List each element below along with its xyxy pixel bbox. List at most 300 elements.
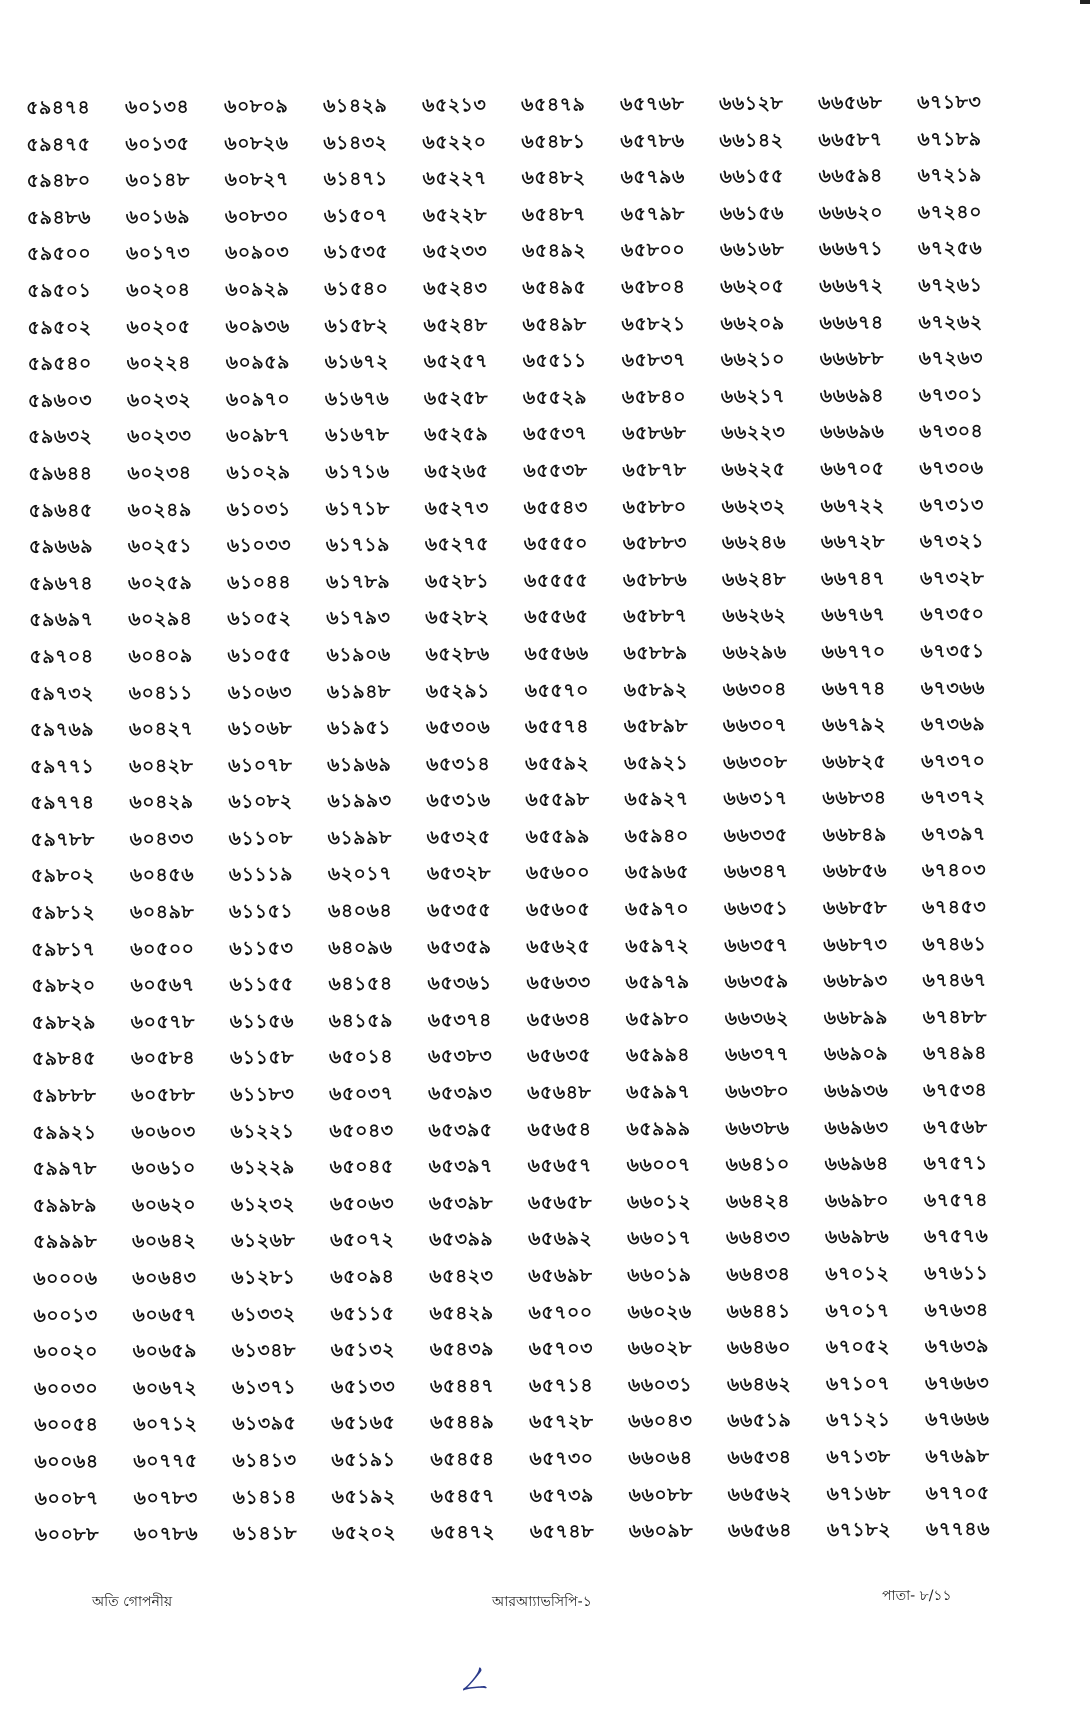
- roll-number-cell: ৬৭১৬৮: [826, 1482, 891, 1505]
- roll-number-cell: ৬৫৯৭৯: [625, 971, 690, 994]
- roll-number-cell: ৬০০০৬: [33, 1267, 98, 1290]
- roll-number-cell: ৬৬৭০৫: [820, 457, 885, 481]
- roll-number-cell: ৬৬৯০৯: [823, 1043, 889, 1066]
- roll-number-cell: ৬৫৫৩৮: [523, 459, 588, 482]
- roll-number-cell: ৬৬৯৬৩: [824, 1116, 889, 1139]
- roll-number-cell: ৬৭১৮২: [826, 1518, 892, 1542]
- roll-number-cell: ৬৫৯৯৪: [625, 1044, 691, 1067]
- roll-number-cell: ৬৫৪৭২: [430, 1521, 496, 1544]
- roll-number-cell: ৬৭৫৭১: [923, 1152, 988, 1175]
- roll-number-cell: ৬৫৪৪৯: [430, 1411, 495, 1434]
- roll-number-cell: ৬৬৩০৭: [722, 714, 788, 737]
- roll-number-cell: ৬৭১৮৩: [917, 91, 982, 114]
- roll-number-cell: ৬৫৩১৬: [426, 789, 491, 812]
- roll-number-cell: ৫৯৫৪০: [27, 352, 92, 376]
- roll-number-cell: ৬৫৯৭২: [625, 934, 690, 957]
- roll-number-cell: ৬৬১৫৬: [719, 202, 785, 225]
- roll-number-grid: [18, 84, 1017, 1554]
- roll-number-cell: ৬৫১৩৩: [330, 1375, 396, 1398]
- roll-number-cell: ৬৬৫১৯: [727, 1409, 792, 1433]
- roll-number-cell: ৬৫৪৫৭: [430, 1484, 495, 1508]
- roll-number-cell: ৬১৩৩২: [231, 1302, 296, 1326]
- roll-number-cell: ৬১১৫৮: [229, 1046, 295, 1070]
- roll-number-cell: ৬১১৫৫: [229, 973, 294, 996]
- roll-number-cell: ৬৭৫৭৪: [923, 1188, 989, 1212]
- roll-number-cell: ৬৭৩১৩: [919, 493, 984, 517]
- roll-number-cell: ৬৬৫৬২: [727, 1482, 792, 1506]
- roll-number-cell: ৬৫৪৮২: [521, 166, 586, 190]
- roll-number-cell: ৬১৫৪০: [324, 277, 389, 301]
- roll-number-cell: ৬৫৭২৮: [529, 1410, 594, 1434]
- roll-number-cell: ৬০৪২৯: [129, 791, 194, 814]
- roll-number-cell: ৬৫০৭২: [329, 1229, 395, 1252]
- roll-number-cell: ৬১১০৮: [228, 827, 293, 850]
- roll-number-cell: ৬৫৩৭৪: [427, 1008, 492, 1032]
- roll-number-cell: ৬৫২৫৮: [423, 386, 489, 410]
- roll-number-cell: ৬৭৩৬৬: [920, 676, 986, 699]
- roll-number-cell: ৫৯৬৭৪: [28, 572, 94, 595]
- roll-number-cell: ৬৫২৯১: [425, 679, 490, 703]
- roll-number-cell: ৬০৫৭৮: [130, 1010, 195, 1034]
- roll-number-cell: ৬০২৪৯: [127, 498, 192, 521]
- roll-number-cell: ৬১১১৯: [228, 863, 294, 887]
- roll-number-cell: ৬৫৫৪৩: [523, 496, 588, 519]
- roll-number-cell: ৬৭০৫২: [825, 1335, 891, 1359]
- roll-number-cell: ৬০৭৭৫: [133, 1449, 198, 1473]
- roll-number-cell: ৬৭৪৬১: [922, 932, 987, 956]
- roll-number-cell: ৬৫৬২৫: [526, 935, 591, 958]
- roll-number-cell: ৬১৪৭১: [323, 167, 388, 191]
- roll-number-cell: ৬৭৩৭২: [921, 786, 986, 809]
- roll-number-cell: ৬৭৪৮৮: [922, 1005, 987, 1029]
- roll-number-cell: ৬৭৪৯৪: [922, 1042, 988, 1065]
- roll-number-cell: ৬৫৬০৫: [525, 898, 591, 921]
- roll-number-cell: ৬৭৩২১: [919, 530, 985, 553]
- roll-number-cell: ৬৭৬৩৯: [924, 1335, 990, 1358]
- roll-number-cell: ৬৫৩৯৮: [428, 1191, 494, 1215]
- roll-number-cell: ৬৫৯৯৯: [626, 1117, 691, 1140]
- roll-number-cell: ৬৫৫৬৬: [524, 642, 589, 665]
- roll-number-cell: ৬৬৯৮৬: [824, 1226, 890, 1249]
- roll-number-cell: ৬৫২৭৩: [424, 496, 489, 520]
- roll-number-cell: ৬৬০৮৮: [628, 1483, 693, 1506]
- roll-number-cell: ৬৭০১২: [825, 1262, 890, 1286]
- roll-number-cell: ৬৫২৪৮: [423, 313, 488, 337]
- roll-number-cell: ৬০৪২৭: [128, 718, 194, 741]
- roll-number-cell: ৬৫৭৩৯: [529, 1484, 594, 1507]
- roll-number-cell: ৬৬০৯৮: [628, 1520, 694, 1543]
- roll-number-cell: ৬০২৩২: [126, 388, 192, 412]
- roll-number-cell: ৫৯৪৮৬: [26, 206, 92, 229]
- roll-number-cell: ৬১৫৮২: [324, 314, 389, 337]
- roll-number-cell: ৬৫৩৫৫: [426, 899, 492, 922]
- roll-number-cell: ৬০০১৩: [33, 1304, 98, 1327]
- roll-number-cell: ৬৬২৪৬: [721, 531, 787, 554]
- roll-number-cell: ৬৫৫৫৫: [523, 569, 589, 592]
- roll-number-cell: ৬১৯৯৮: [327, 826, 392, 849]
- roll-number-cell: ৬৫৯৪০: [624, 824, 689, 848]
- roll-number-cell: ৬০৯৫৯: [225, 351, 290, 374]
- roll-number-cell: ৬০১৪৮: [125, 169, 190, 192]
- roll-number-cell: ৬৬৭৭০: [821, 640, 886, 664]
- roll-number-cell: ৬৫৩৯৩: [428, 1082, 493, 1105]
- roll-number-cell: ৬৫০৩৭: [329, 1082, 394, 1106]
- roll-number-cell: ৬১৭১৬: [325, 460, 390, 484]
- roll-number-cell: ৬৬৬৯৬: [820, 421, 885, 444]
- roll-number-cell: ৬৫৬৩৩: [526, 971, 591, 995]
- roll-number-cell: ৬৫৩৯৫: [428, 1118, 493, 1142]
- roll-number-cell: ৬৬৭২২: [820, 494, 885, 517]
- roll-number-cell: ৬৬৭৯২: [821, 713, 887, 737]
- roll-number-cell: ৬৫৩২৮: [426, 862, 492, 885]
- roll-number-cell: ৬৭৬৬৬: [925, 1408, 990, 1431]
- roll-number-cell: ৬৭৪০৩: [921, 859, 987, 882]
- roll-number-cell: ৬০০৮৮: [34, 1523, 100, 1547]
- roll-number-cell: ৬৫০৪৩: [329, 1119, 394, 1142]
- roll-number-cell: ৬৬৯৩৬: [824, 1079, 889, 1103]
- roll-number-cell: ৬৫৯৬৫: [624, 861, 690, 884]
- roll-number-cell: ৬৫৪৯৮: [522, 313, 587, 336]
- roll-number-cell: ৬৫৭০৩: [528, 1337, 594, 1361]
- roll-number-cell: ৬৫৪৮১: [521, 130, 586, 153]
- roll-number-cell: ৬৭১৮৯: [917, 127, 982, 151]
- roll-number-cell: ৬৬৬৭১: [818, 238, 884, 261]
- roll-number-cell: ৬৬২১০: [720, 348, 785, 371]
- roll-number-cell: ৬৬৮৯৩: [823, 969, 888, 993]
- roll-number-cell: ৬৪০৬৪: [327, 899, 393, 923]
- roll-number-cell: ৬৬৬৮৮: [819, 347, 884, 371]
- roll-number-cell: ৬৬৫৬৮: [818, 91, 883, 115]
- roll-number-cell: ৬৫১১৫: [330, 1302, 395, 1325]
- roll-number-cell: ৬১৬৭২: [324, 350, 389, 374]
- roll-number-cell: ৬১৬৭৮: [325, 424, 390, 447]
- roll-number-cell: ৫৯৬৩২: [28, 425, 93, 449]
- roll-number-cell: ৬৫২৫৯: [424, 423, 489, 446]
- roll-number-cell: ৬৬৭৬৭: [821, 604, 886, 627]
- roll-number-cell: ৫৯৭৭৪: [30, 791, 95, 815]
- roll-number-cell: ৫৯৬০৩: [27, 389, 93, 412]
- roll-number-cell: ৬০১৬৯: [125, 205, 191, 229]
- roll-number-cell: ৬৬৩৪৭: [723, 860, 789, 884]
- roll-number-cell: ৬১৩৪৮: [231, 1339, 296, 1362]
- roll-number-cell: ৬৬২২৩: [721, 421, 786, 445]
- roll-number-cell: ৬৫৮৮৩: [622, 532, 688, 555]
- roll-number-cell: ৬০৮২৭: [224, 168, 289, 191]
- roll-number-cell: ৫৯৫০১: [27, 279, 92, 302]
- roll-number-cell: ৬৫৬০০: [525, 861, 591, 885]
- roll-number-cell: ৬৬৯৮০: [824, 1189, 890, 1212]
- roll-number-cell: ৬০২৩৪: [127, 461, 192, 485]
- roll-number-cell: ৬১০৫২: [227, 607, 292, 631]
- roll-number-cell: ৫৯৬৬৯: [28, 535, 94, 559]
- roll-number-cell: ৬৬৯৬৪: [824, 1152, 889, 1176]
- roll-number-cell: ৬৬২৩২: [721, 494, 786, 518]
- roll-number-cell: ৬১৪১৩: [232, 1449, 297, 1472]
- roll-number-cell: ৬১৪১৪: [232, 1485, 297, 1509]
- roll-number-cell: ৬৬২১৭: [720, 385, 786, 408]
- roll-number-cell: ৬৫৭০০: [528, 1301, 593, 1324]
- roll-number-cell: ৬৫৭৯৬: [620, 166, 685, 189]
- roll-number-cell: ৬০৯৮৭: [226, 424, 291, 448]
- roll-number-cell: ৬৫৯৭০: [624, 897, 690, 921]
- roll-number-cell: ৬৫২১৩: [422, 94, 487, 117]
- roll-number-cell: ৬০২৩৩: [127, 425, 192, 448]
- roll-number-cell: ৬১০২৯: [226, 461, 291, 484]
- roll-number-cell: ৬১০৩৩: [226, 534, 292, 557]
- roll-number-cell: ৬৫৭৪৮: [529, 1520, 595, 1544]
- roll-number-cell: ৬১৩৭১: [231, 1376, 297, 1399]
- roll-number-cell: ৬৫৩৯৭: [428, 1155, 493, 1178]
- roll-number-cell: ৬৬২৬২: [722, 604, 787, 628]
- roll-number-cell: ৫৯৬৪৫: [28, 499, 93, 522]
- roll-number-cell: ৬০১৩৪: [125, 95, 190, 119]
- roll-number-cell: ৬১১৮৩: [230, 1083, 295, 1106]
- roll-number-cell: ৬৬২২৫: [721, 458, 786, 481]
- roll-number-cell: ৬০৭৮৬: [133, 1523, 199, 1546]
- roll-number-cell: ৬৬০১৯: [627, 1263, 692, 1287]
- roll-number-cell: ৬১০৮২: [228, 790, 293, 814]
- roll-number-cell: ৬৭৬১১: [924, 1262, 989, 1285]
- roll-number-cell: ৬৫০৯৪: [330, 1265, 395, 1289]
- roll-number-cell: ৫৯৪৭৫: [26, 133, 91, 156]
- roll-number-cell: ৬৭৩৯৭: [921, 822, 986, 846]
- roll-number-cell: ৬৫৯২১: [624, 751, 689, 774]
- roll-number-cell: ৬৬৬৭২: [819, 274, 884, 298]
- roll-number-cell: ৬১০৬৩: [227, 680, 292, 704]
- roll-number-cell: ৫৯৪৮০: [26, 169, 91, 193]
- roll-number-cell: ৫৯৭০৪: [29, 645, 94, 668]
- roll-number-cell: ৬৫১৬৫: [331, 1412, 396, 1435]
- roll-number-cell: ৬৫৮২১: [621, 312, 686, 335]
- roll-number-cell: ৬৫২৮১: [424, 569, 490, 593]
- roll-number-cell: ৬৫৫৫০: [523, 532, 589, 556]
- roll-number-cell: ৬৬৮৯৯: [823, 1006, 888, 1029]
- roll-number-cell: ৬৫২২৮: [422, 203, 488, 227]
- roll-number-cell: ৫৯৮১২: [30, 901, 96, 924]
- roll-number-cell: ৬৫৪২৩: [429, 1265, 494, 1288]
- roll-number-cell: ৬০৪৯৮: [129, 901, 195, 924]
- roll-number-cell: ৬৬৩১৭: [723, 787, 788, 810]
- roll-number-cell: ৬০৭১২: [133, 1413, 198, 1436]
- scan-corner-mark: [1080, 0, 1090, 4]
- roll-number-cell: ৬৫৬৫৭: [527, 1154, 592, 1178]
- roll-number-cell: ৬৭২৬২: [918, 310, 983, 334]
- roll-number-cell: ৬৬০১২: [626, 1190, 692, 1214]
- roll-number-cell: ৬৫৫৯২: [525, 752, 590, 775]
- roll-number-cell: ৬৫৮৬৮: [622, 422, 687, 445]
- roll-number-cell: ৬৫৩৮৩: [427, 1045, 493, 1068]
- roll-number-cell: ৬৪০৯৬: [328, 936, 393, 959]
- roll-number-cell: ৬৭৫৩৪: [923, 1079, 988, 1102]
- roll-number-cell: ৬৬৫৬৪: [727, 1519, 793, 1542]
- roll-number-cell: ৬১২২১: [230, 1119, 295, 1143]
- roll-number-cell: ৬০৬০৩: [131, 1120, 196, 1143]
- roll-number-cell: ৬১৭১৯: [325, 533, 391, 557]
- roll-number-cell: ৬১১৫১: [228, 900, 294, 923]
- roll-number-cell: ৬৬১৪২: [719, 128, 784, 152]
- roll-number-cell: ৬১৪২৯: [323, 94, 388, 118]
- roll-number-cell: ৬০৬৭২: [132, 1376, 198, 1400]
- roll-number-cell: ৬৫৮০৪: [621, 275, 686, 299]
- roll-number-cell: ৬৫৩০৬: [425, 716, 491, 739]
- roll-number-cell: ৬৫৬৩৫: [526, 1044, 592, 1068]
- roll-number-cell: ৬৭৬৩৪: [924, 1298, 989, 1322]
- roll-number-cell: ৫৯৬৪৪: [28, 462, 93, 485]
- roll-number-cell: ৬১৪১৮: [232, 1522, 298, 1545]
- roll-number-cell: ৬৫৩১৪: [426, 752, 491, 776]
- roll-number-cell: ৬৬০১৭: [626, 1227, 692, 1250]
- roll-number-cell: ৬১১৫৬: [229, 1010, 294, 1033]
- roll-number-cell: ৬৫০৪৫: [329, 1155, 394, 1179]
- roll-number-cell: ৬৬৩৫৯: [724, 970, 789, 993]
- roll-number-cell: ৬৭২৬১: [918, 274, 983, 297]
- roll-number-cell: ৬৫৪৯২: [521, 239, 587, 263]
- roll-number-cell: ৬০২০৪: [126, 278, 191, 302]
- roll-number-cell: ৬৫৮৯২: [623, 678, 688, 701]
- roll-number-cell: ৬০১৩৫: [125, 132, 190, 155]
- roll-number-cell: ৬১২২৯: [230, 1156, 295, 1179]
- roll-number-cell: ৬৫৪৯৫: [522, 276, 587, 299]
- roll-number-cell: ৬৭২১৯: [917, 164, 982, 187]
- roll-number-cell: ৬৬৬৭৪: [819, 311, 884, 334]
- roll-number-cell: ৬৫৪৩৯: [429, 1338, 494, 1361]
- roll-number-cell: ৬৫৮৮০: [622, 495, 687, 518]
- roll-number-cell: ৬০২৫১: [127, 535, 193, 558]
- roll-number-cell: ৬৭৩০৪: [919, 420, 984, 443]
- roll-number-cell: ৬০০৬৪: [34, 1450, 99, 1473]
- roll-number-cell: ৬৫৭৬৮: [620, 92, 685, 116]
- roll-number-cell: ৬৫২৮২: [425, 606, 490, 629]
- roll-number-cell: ৬৬২০৯: [720, 311, 785, 335]
- roll-number-cell: ৬৭৫৭৬: [923, 1225, 989, 1248]
- roll-number-cell: ৫৯৬৯৭: [29, 608, 94, 632]
- footer-document-code: আরআ্যাভসিপি-১: [492, 1594, 592, 1610]
- roll-number-cell: ৬৫২৩৩: [422, 240, 488, 263]
- roll-number-cell: ৬০৯৭০: [225, 388, 291, 411]
- roll-number-cell: ৬৫৬৪৮: [527, 1081, 592, 1104]
- roll-number-cell: ৬৭৭০৫: [925, 1481, 990, 1505]
- roll-number-cell: ৫৯৮২০: [31, 974, 96, 998]
- roll-number-cell: ৫৯৯৯৮: [32, 1230, 98, 1254]
- roll-number-cell: ৬৬৪৩৪: [726, 1263, 791, 1286]
- roll-number-cell: ৬০৭৮৩: [133, 1486, 198, 1509]
- roll-number-cell: ৬০৮০৯: [224, 95, 289, 118]
- roll-number-cell: ৬৫৮৪০: [621, 385, 687, 409]
- roll-number-cell: ৬৬৩৮০: [725, 1080, 790, 1103]
- roll-number-cell: ৬১৯৫১: [326, 716, 392, 740]
- roll-number-cell: ৬১৫০৭: [323, 204, 389, 227]
- roll-number-cell: ৬০৮৩০: [224, 205, 290, 228]
- roll-number-cell: ৬৭১৩৮: [826, 1445, 891, 1469]
- roll-number-cell: ৬৫৬৫৪: [527, 1118, 592, 1141]
- roll-number-cell: ৬৫৫২৯: [522, 386, 588, 409]
- roll-number-cell: ৬৬৪৪১: [726, 1299, 791, 1323]
- roll-number-cell: ৬৫৮৭৮: [622, 458, 687, 482]
- roll-number-cell: ৬৫৫৯৯: [525, 825, 590, 848]
- roll-number-cell: ৬০০৮৭: [34, 1487, 99, 1510]
- roll-number-cell: ৬৫১৯১: [331, 1448, 396, 1472]
- roll-number-cell: ৬৫৯৮০: [625, 1007, 690, 1031]
- roll-number-cell: ৬৭৩২৮: [919, 566, 985, 590]
- roll-number-cell: ৬৫৪৭৯: [521, 93, 586, 116]
- roll-number-cell: ৬৬৮৭৩: [823, 933, 888, 956]
- roll-number-cell: ৬৫৫৬৫: [524, 605, 589, 629]
- roll-number-cell: ৬৫৩৫৯: [427, 935, 492, 959]
- roll-number-cell: ৬৫০৬৩: [329, 1192, 395, 1215]
- roll-number-cell: ৬৬৬৯৪: [819, 384, 885, 407]
- roll-number-cell: ৬৫৬৫৮: [527, 1191, 593, 1214]
- roll-number-cell: ৬০৯৩৬: [225, 314, 290, 338]
- roll-number-cell: ৬১৩৯৫: [232, 1412, 297, 1436]
- roll-number-cell: ৫৯৯৭৮: [32, 1157, 97, 1181]
- roll-number-cell: ৬০৬৪৩: [132, 1266, 197, 1290]
- roll-number-cell: ৬৫৮৮৭: [623, 605, 688, 628]
- roll-number-cell: ৬৬৩৮৬: [725, 1116, 790, 1140]
- roll-number-cell: ৬৫২৫৭: [423, 350, 488, 373]
- roll-number-cell: ৬৬১২৮: [719, 92, 784, 115]
- roll-number-cell: ৬৭৩৫১: [920, 640, 985, 663]
- roll-number-cell: ৬১২৮১: [231, 1266, 296, 1289]
- roll-number-cell: ৬৪১৫৯: [328, 1009, 393, 1032]
- roll-number-cell: ৬৬৬২০: [818, 201, 884, 224]
- roll-number-cell: ৬৬৭২৮: [820, 530, 886, 554]
- roll-number-cell: ৫৯৭৩২: [29, 682, 94, 705]
- roll-number-cell: ৬৬৩৫১: [723, 897, 789, 920]
- roll-number-cell: ৬১১৫৩: [229, 936, 294, 960]
- roll-number-cell: ৬৭৩৫০: [920, 603, 985, 626]
- roll-number-cell: ৬৭১২১: [826, 1409, 891, 1432]
- roll-number-cell: ৬৬০০৭: [626, 1154, 691, 1177]
- roll-number-cell: ৬০৫০০: [130, 937, 195, 960]
- roll-number-cell: ৬৭২৫৬: [917, 237, 983, 260]
- roll-number-cell: ৫৯৭৮৮: [30, 828, 95, 851]
- roll-number-cell: ৫৯৮২৯: [31, 1011, 96, 1034]
- roll-number-cell: ৬০৯০৩: [224, 241, 290, 265]
- roll-number-cell: ৬১০৪৪: [226, 571, 292, 594]
- roll-number-cell: ৬৬২৪৮: [721, 568, 787, 591]
- roll-number-cell: ৬০৫৬৭: [130, 974, 195, 997]
- roll-number-cell: ৬৫৬৯৮: [528, 1264, 593, 1287]
- roll-number-cell: ৬১২৬৮: [230, 1229, 296, 1253]
- roll-number-cell: ৬৬৪৬২: [726, 1373, 792, 1396]
- roll-number-cell: ৬৫৩৬১: [427, 972, 492, 995]
- roll-number-cell: ৬৬২০৫: [720, 275, 785, 298]
- roll-number-cell: ৬৬৩০৮: [723, 751, 788, 774]
- footer-page-number: পাতা- ৮/১১: [882, 1588, 952, 1604]
- roll-number-cell: ৬৬৭৪৭: [820, 567, 886, 590]
- roll-number-cell: ৬১০৭৮: [228, 754, 293, 777]
- roll-number-cell: ৬৭৩৭০: [921, 749, 986, 773]
- roll-number-cell: ৬৫৫৩৭: [523, 422, 588, 446]
- roll-number-cell: ৬৫১৯২: [331, 1485, 396, 1508]
- roll-number-cell: ৬০১৭৩: [125, 242, 191, 265]
- roll-number-cell: ৬০৪৫৬: [129, 864, 195, 887]
- roll-number-cell: ৫৯৮১৭: [31, 938, 96, 961]
- roll-number-cell: ৬৫৫৭০: [524, 679, 589, 702]
- roll-number-cell: ৬৫৫৯৮: [525, 788, 590, 812]
- roll-number-cell: ৬৫২৬৫: [424, 460, 489, 483]
- roll-number-cell: ৬১০৩১: [226, 497, 291, 521]
- roll-number-cell: ৬৬৫৩৪: [727, 1446, 792, 1469]
- roll-number-cell: ৬১৭১৮: [325, 497, 390, 520]
- roll-number-cell: ৬৫৬৩৪: [526, 1008, 591, 1031]
- roll-number-cell: ৬৫০১৪: [328, 1046, 394, 1069]
- roll-number-cell: ৬৬১৫৫: [719, 165, 784, 188]
- roll-number-cell: ৫৯৫০২: [27, 316, 92, 339]
- roll-number-cell: ৬৫৫৭৪: [524, 715, 590, 739]
- roll-number-cell: ৬৬৩৬২: [724, 1007, 790, 1030]
- roll-number-cell: ৬১৯৯৩: [327, 790, 392, 813]
